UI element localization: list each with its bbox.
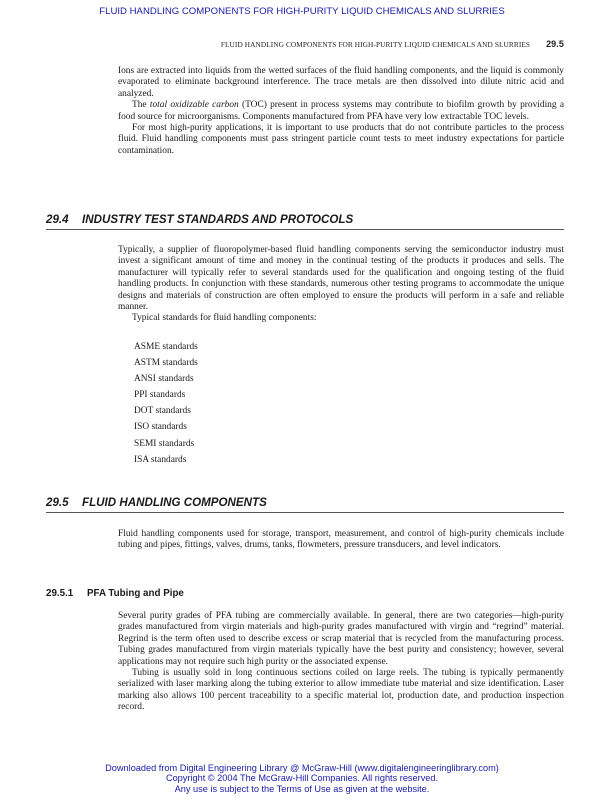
section-title: FLUID HANDLING COMPONENTS xyxy=(82,496,267,509)
paragraph: For most high-purity applications, it is important to use products that do not contribute particles to the process fluid. Fluid handling components must pass stringent particle count tests to meet industry expectations for particle contamination. xyxy=(118,123,564,156)
paragraph: Fluid handling components used for storage, transport, measurement, and control of high-purity chemicals include tubing and pipes, fittings, valves, drums, tanks, flowmeters, pressure transducers, and level indicators. xyxy=(118,529,564,551)
section-number: 29.5 xyxy=(46,496,69,509)
section-heading-29-4 xyxy=(46,213,564,230)
paragraph xyxy=(118,100,564,123)
footer xyxy=(0,763,604,794)
list-item: SEMI standards xyxy=(134,438,195,449)
list-item: ANSI standards xyxy=(134,374,194,385)
intro-text xyxy=(118,66,564,157)
list-item: ISO standards xyxy=(134,422,187,433)
running-head-title: FLUID HANDLING COMPONENTS FOR HIGH-PURITY LIQUID CHEMICALS AND SLURRIES xyxy=(220,40,531,49)
subsection-heading-29-5-1 xyxy=(46,588,184,599)
section-29-4-text xyxy=(118,245,564,325)
section-heading-29-5 xyxy=(46,496,564,513)
list-item: PPI standards xyxy=(134,390,186,401)
paragraph: Typically, a supplier of fluoropolymer-based fluid handling components serving the semiconductor industry must invest a significant amount of time and money in the continual testing of the products it produces and sells. The manufacturer will typically refer to several standards used for the qualification and ongoing testing of the fluid handling products. In conjunction with these standards, numerous other testing programs to accommodate the unique designs and materials of construction are often employed to ensure the products will perform in a safe and reliable manner. xyxy=(118,245,564,313)
download-banner[interactable]: FLUID HANDLING COMPONENTS FOR HIGH-PURITY LIQUID CHEMICALS AND SLURRIES xyxy=(99,6,505,17)
paragraph: Typical standards for fluid handling components: xyxy=(132,313,317,324)
paragraph: Several purity grades of PFA tubing are commercially available. In general, there are two categories—high-purity grades manufactured from virgin materials and high-purity grades manufactured with virgin and “regrind” material. Regrind is the term often used to describe excess or scrap material that is recycled from the manufacturing process. Tubing grades manufactured from virgin materials typically have the best purity and consistency; however, several applications may not require such high purity or the associated expense. xyxy=(118,611,564,667)
paragraph: Tubing is usually sold in long continuous sections coiled on large reels. The tubing is typically permanently serialized with laser marking along the tubing exterior to allow immediate tube material and size identification. Laser marking also allows 100 percent traceability to a specific material lot, production date, and production inspection record. xyxy=(118,668,564,713)
running-head xyxy=(221,39,564,49)
text-run: (TOC) present in process systems may contribute to biofilm growth by providing a food source for microorganisms. Components manufactured from PFA have very low extractable TOC levels. xyxy=(118,100,564,122)
section-title: INDUSTRY TEST STANDARDS AND PROTOCOLS xyxy=(82,213,354,226)
emphasis-term: total oxidizable carbon xyxy=(149,100,239,111)
list-item: ISA standards xyxy=(134,454,187,465)
footer-terms-link[interactable]: Any use is subject to the Terms of Use as given at the website. xyxy=(174,783,430,794)
page-number: 29.5 xyxy=(546,39,564,49)
footer-download-link[interactable]: Downloaded from Digital Engineering Library @ McGraw-Hill (www.digitalengineeringlibrary.com) xyxy=(105,763,499,773)
paragraph: Ions are extracted into liquids from the wetted surfaces of the fluid handling components, and the liquid is commonly evaporated to eliminate background interference. The trace metals are then dissolved into dilute nitric acid and analyzed. xyxy=(118,66,564,99)
list-item: ASTM standards xyxy=(134,358,198,369)
list-item: DOT standards xyxy=(134,406,191,417)
list-item: ASME standards xyxy=(134,342,198,352)
section-29-5-text xyxy=(118,529,564,552)
standards-list xyxy=(134,342,198,471)
section-number: 29.4 xyxy=(46,213,69,226)
footer-copyright: Copyright © 2004 The McGraw-Hill Companies. All rights reserved. xyxy=(165,773,439,784)
subsection-number: 29.5.1 xyxy=(46,588,74,599)
text-run: The xyxy=(132,100,150,111)
section-29-5-1-text xyxy=(118,611,564,714)
subsection-title: PFA Tubing and Pipe xyxy=(87,588,184,599)
